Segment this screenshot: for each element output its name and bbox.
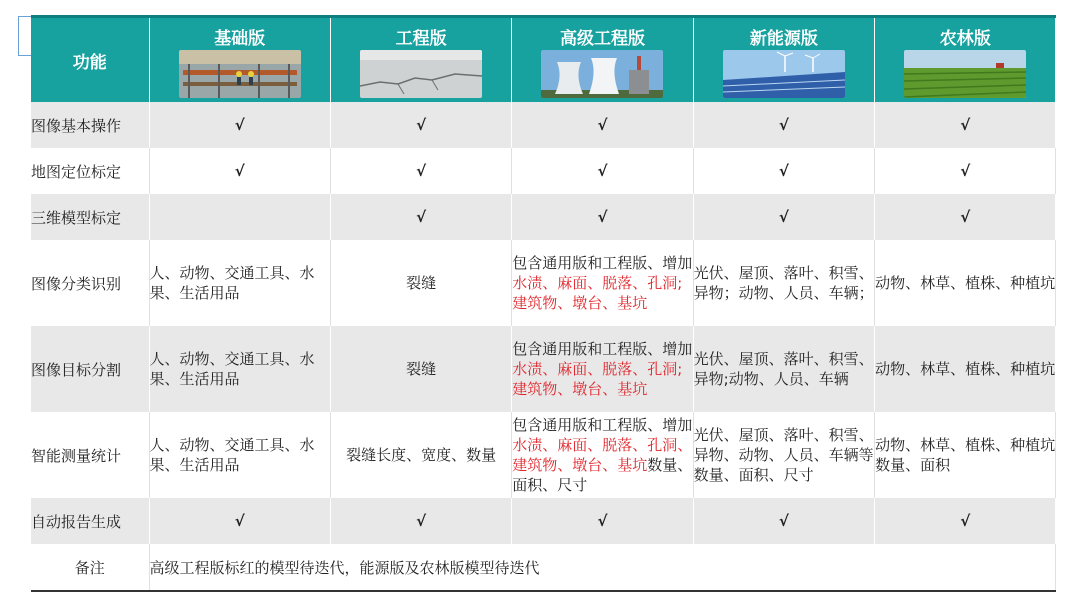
check-mark: √ — [512, 194, 693, 240]
check-mark: √ — [875, 102, 1056, 148]
version-title: 高级工程版 — [559, 29, 645, 49]
feature-cell: 人、动物、交通工具、水果、生活用品 — [149, 326, 330, 412]
feature-cell: 光伏、屋顶、落叶、积雪、异物、动物、人员、车辆等数量、面积、尺寸 — [693, 412, 874, 498]
check-mark: √ — [512, 148, 693, 194]
feature-text: 包含通用版和工程版、增加 — [512, 340, 693, 358]
version-header-engineering — [330, 17, 511, 103]
check-mark: √ — [875, 498, 1056, 544]
concrete-crack-photo-icon — [360, 50, 482, 98]
feature-text: 包含通用版和工程版、增加 — [512, 416, 693, 434]
check-mark: √ — [693, 498, 874, 544]
construction-site-photo-icon — [179, 50, 301, 98]
check-mark: √ — [330, 148, 511, 194]
table-row — [31, 148, 1056, 194]
feature-cell — [512, 326, 693, 412]
check-mark: √ — [512, 498, 693, 544]
feature-text: 数量、面积、尺寸 — [512, 456, 693, 494]
function-label: 智能测量统计 — [31, 412, 149, 498]
feature-cell: 裂缝 — [330, 240, 511, 326]
check-mark: √ — [330, 498, 511, 544]
note-row — [31, 544, 1056, 591]
check-mark: √ — [693, 102, 874, 148]
check-mark: √ — [693, 148, 874, 194]
solar-wind-photo-icon — [723, 50, 845, 98]
check-mark: √ — [330, 194, 511, 240]
version-header-agri-forestry — [875, 17, 1056, 103]
feature-cell: 动物、林草、植株、种植坑 — [875, 326, 1056, 412]
check-mark: √ — [875, 148, 1056, 194]
table-row — [31, 102, 1056, 148]
feature-cell: 动物、林草、植株、种植坑 — [875, 240, 1056, 326]
function-label: 图像目标分割 — [31, 326, 149, 412]
feature-text: 包含通用版和工程版、增加 — [512, 254, 693, 272]
pending-model-text: 水渍、麻面、脱落、孔洞;建筑物、墩台、基坑 — [512, 274, 683, 312]
feature-cell: 裂缝长度、宽度、数量 — [330, 412, 511, 498]
empty-cell — [149, 194, 330, 240]
version-header-new-energy — [693, 17, 874, 103]
feature-cell — [512, 240, 693, 326]
function-label: 三维模型标定 — [31, 194, 149, 240]
feature-cell: 人、动物、交通工具、水果、生活用品 — [149, 240, 330, 326]
feature-cell: 光伏、屋顶、落叶、积雪、异物;动物、人员、车辆 — [693, 326, 874, 412]
feature-cell: 光伏、屋顶、落叶、积雪、异物；动物、人员、车辆； — [693, 240, 874, 326]
table-row — [31, 240, 1056, 326]
function-label: 图像基本操作 — [31, 102, 149, 148]
version-header-basic — [149, 17, 330, 103]
pending-model-text: 水渍、麻面、脱落、孔洞;建筑物、墩台、基坑 — [512, 360, 683, 398]
function-label: 图像分类识别 — [31, 240, 149, 326]
table-row — [31, 498, 1056, 544]
feature-cell: 裂缝 — [330, 326, 511, 412]
version-title: 农林版 — [939, 29, 991, 49]
version-title: 工程版 — [395, 29, 447, 49]
header-row — [31, 17, 1056, 103]
check-mark: √ — [512, 102, 693, 148]
check-mark: √ — [875, 194, 1056, 240]
feature-cell — [512, 412, 693, 498]
function-header: 功能 — [31, 17, 149, 103]
feature-cell: 动物、林草、植株、种植坑数量、面积 — [875, 412, 1056, 498]
table-row — [31, 326, 1056, 412]
farmland-photo-icon — [904, 50, 1026, 98]
pending-model-text: 水渍、麻面、脱落、孔洞、建筑物、墩台、基坑 — [512, 436, 693, 474]
feature-cell: 人、动物、交通工具、水果、生活用品 — [149, 412, 330, 498]
check-mark: √ — [330, 102, 511, 148]
function-label: 地图定位标定 — [31, 148, 149, 194]
check-mark: √ — [693, 194, 874, 240]
cooling-towers-photo-icon — [541, 50, 663, 98]
table-row — [31, 412, 1056, 498]
note-label: 备注 — [31, 544, 149, 591]
version-title: 基础版 — [214, 29, 266, 49]
table-row — [31, 194, 1056, 240]
version-title: 新能源版 — [749, 29, 818, 49]
check-mark: √ — [149, 498, 330, 544]
feature-comparison-table — [31, 15, 1056, 592]
note-text: 高级工程版标红的模型待迭代，能源版及农林版模型待迭代 — [149, 544, 1056, 591]
check-mark: √ — [149, 102, 330, 148]
check-mark: √ — [149, 148, 330, 194]
function-label: 自动报告生成 — [31, 498, 149, 544]
version-header-advanced — [512, 17, 693, 103]
